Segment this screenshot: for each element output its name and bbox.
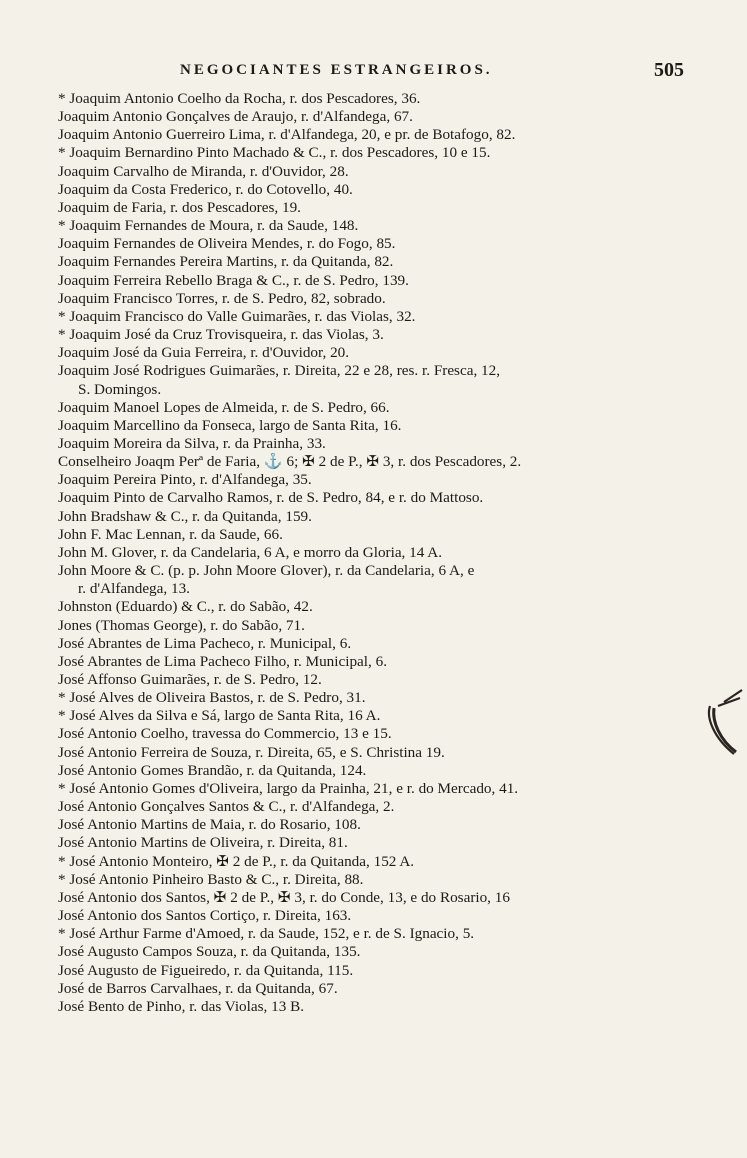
directory-entry: José Antonio Gonçalves Santos & C., r. d'Alfandega, 2. [58,798,395,816]
directory-entry: * José Arthur Farme d'Amoed, r. da Saude, 152, e r. de S. Ignacio, 5. [58,925,475,943]
directory-entry: * José Antonio Monteiro, ✠ 2 de P., r. da Quitanda, 152 A. [58,852,415,870]
directory-entry: * Joaquim Bernardino Pinto Machado & C., r. dos Pescadores, 10 e 15. [58,144,491,162]
directory-entry: * José Antonio Pinheiro Basto & C., r. Direita, 88. [58,870,364,888]
directory-entry: Joaquim Pinto de Carvalho Ramos, r. de S. Pedro, 84, e r. do Mattoso. [58,489,484,507]
directory-entry: John F. Mac Lennan, r. da Saude, 66. [58,525,283,543]
directory-entry: S. Domingos. [78,380,162,398]
running-title: NEGOCIANTES ESTRANGEIROS. [180,62,493,78]
directory-entry: Joaquim de Faria, r. dos Pescadores, 19. [58,198,301,216]
directory-entry: Joaquim Carvalho de Miranda, r. d'Ouvidor, 28. [58,162,349,180]
directory-entry: Conselheiro Joaqm Perª de Faria, ⚓ 6; ✠ 2 de P., ✠ 3, r. dos Pescadores, 2. [58,453,522,471]
directory-entry: Joaquim Francisco Torres, r. de S. Pedro, 82, sobrado. [58,289,386,307]
directory-entry: John Moore & C. (p. p. John Moore Glover), r. da Candelaria, 6 A, e [58,562,475,580]
directory-entry: Joaquim Pereira Pinto, r. d'Alfandega, 35. [58,471,312,489]
directory-entry: Joaquim José da Guia Ferreira, r. d'Ouvidor, 20. [58,344,350,362]
directory-entry: José Antonio Martins de Maia, r. do Rosario, 108. [58,816,361,834]
directory-entry: Joaquim Antonio Guerreiro Lima, r. d'Alfandega, 20, e pr. de Botafogo, 82. [58,126,516,144]
directory-entry: Joaquim Fernandes Pereira Martins, r. da Quitanda, 82. [58,253,394,271]
directory-entry: * José Alves da Silva e Sá, largo de Santa Rita, 16 A. [58,707,381,725]
directory-entry: Joaquim Moreira da Silva, r. da Prainha, 33. [58,434,326,452]
margin-mark-icon [704,688,744,758]
directory-entry: r. d'Alfandega, 13. [78,580,190,598]
directory-entry: Johnston (Eduardo) & C., r. do Sabão, 42. [58,598,313,616]
directory-entry: John Bradshaw & C., r. da Quitanda, 159. [58,507,312,525]
directory-entry: Joaquim Marcellino da Fonseca, largo de Santa Rita, 16. [58,416,402,434]
directory-entry: José Affonso Guimarães, r. de S. Pedro, 12. [58,671,322,688]
page-number: 505 [654,59,684,81]
directory-entry: * José Alves de Oliveira Bastos, r. de S. Pedro, 31. [58,689,366,707]
directory-entry: José Augusto Campos Souza, r. da Quitanda, 135. [58,943,361,961]
directory-entry: José Antonio Ferreira de Souza, r. Direita, 65, e S. Christina 19. [58,743,445,761]
directory-entry: Joaquim Antonio Gonçalves de Araujo, r. d'Alfandega, 67. [58,108,413,126]
directory-entry: Joaquim Manoel Lopes de Almeida, r. de S. Pedro, 66. [58,398,390,416]
directory-entry: José Antonio dos Santos, ✠ 2 de P., ✠ 3, r. do Conde, 13, e do Rosario, 16 [58,888,510,906]
directory-entry: * Joaquim Francisco do Valle Guimarães, r. das Violas, 32. [58,307,416,325]
directory-entry: John M. Glover, r. da Candelaria, 6 A, e morro da Gloria, 14 A. [58,543,443,561]
directory-entry: José Abrantes de Lima Pacheco, r. Municipal, 6. [58,634,352,652]
directory-entry: Jones (Thomas George), r. do Sabão, 71. [58,616,305,634]
directory-entry: Joaquim José Rodrigues Guimarães, r. Direita, 22 e 28, res. r. Fresca, 12, [58,362,501,380]
directory-entry: * Joaquim José da Cruz Trovisqueira, r. das Violas, 3. [58,326,384,344]
directory-entry: * Joaquim Antonio Coelho da Rocha, r. dos Pescadores, 36. [58,90,421,107]
directory-entry: Joaquim Fernandes de Oliveira Mendes, r. do Fogo, 85. [58,235,396,253]
directory-entry: José Antonio Martins de Oliveira, r. Direita, 81. [58,834,348,852]
directory-entry: José Antonio Gomes Brandão, r. da Quitanda, 124. [58,761,367,779]
directory-entry: José Antonio dos Santos Cortiço, r. Direita, 163. [58,907,352,925]
directory-entry: Joaquim Ferreira Rebello Braga & C., r. de S. Pedro, 139. [58,271,409,289]
directory-entry: Joaquim da Costa Frederico, r. do Cotovello, 40. [58,180,353,198]
directory-entry: * Joaquim Fernandes de Moura, r. da Saude, 148. [58,217,359,235]
directory-entry: * José Antonio Gomes d'Oliveira, largo da Prainha, 21, e r. do Mercado, 41. [58,779,519,797]
directory-entry: José Bento de Pinho, r. das Violas, 13 B. [58,997,305,1015]
directory-entry: José Antonio Coelho, travessa do Commercio, 13 e 15. [58,725,392,743]
directory-entry: José Abrantes de Lima Pacheco Filho, r. Municipal, 6. [58,652,387,670]
page-header [60,59,684,84]
directory-list [58,90,688,1016]
directory-entry: José de Barros Carvalhaes, r. da Quitanda, 67. [58,979,338,997]
directory-entry: José Augusto de Figueiredo, r. da Quitanda, 115. [58,961,354,979]
